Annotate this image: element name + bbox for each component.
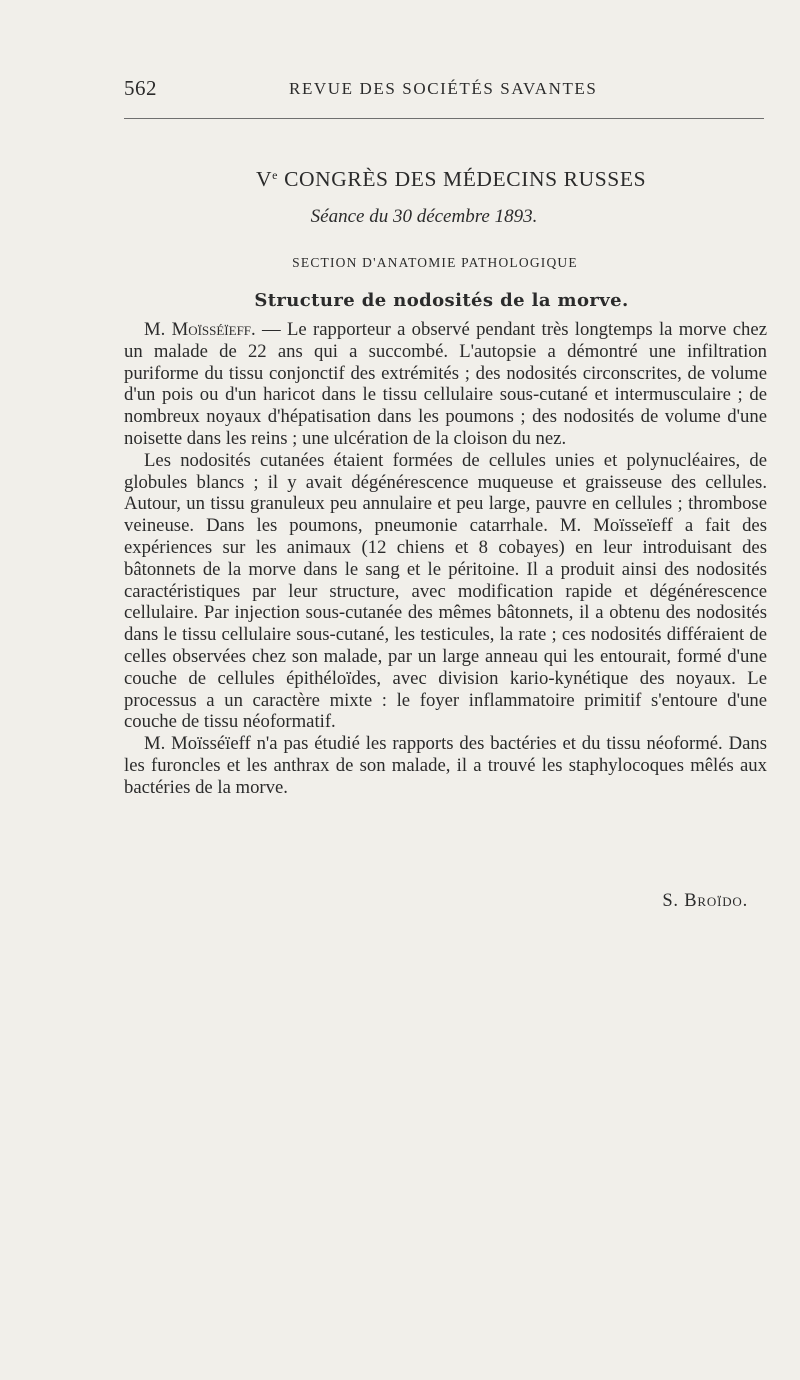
article-title: Structure de nodosités de la morve. [254,290,629,311]
congress-ordinal: V [256,167,273,191]
header-rule [124,118,764,119]
paragraph: Les nodosités cutanées étaient formées de cellules unies et polynucléaires, de globules blancs ; il y avait dégénérescence muqueuse et graisseuse des cellules. Autour, un tissu granuleux peu annulaire et peu large, pauvre en cellules ; thrombose veineuse. Dans les poumons, pneumonie catarrhale. M. Moïsseïeff a fait des expériences sur les animaux (12 chiens et 8 cobayes) en leur introduisant des bâtonnets de la morve dans le sang et le péritoine. Il a produit ainsi des nodosités caractéristiques par leur structure, avec modification rapide et dégénérescence cellulaire. Par injection sous-cutanée des mêmes bâtonnets, il a obtenu des nodosités dans le tissu cellulaire sous-cutané, les testicules, la rate ; ces nodosités différaient de celles observées chez son malade, par un large anneau qui les entourait, formé d'une couche de cellules épithéloïdes, avec division kario-kynétique des noyaux. Le processus a un caractère mixte : le foyer inflammatoire primitif s'entoure d'une couche de tissu néoformatif. [124,449,767,733]
congress-name: CONGRÈS DES MÉDECINS RUSSES [284,167,647,191]
session-date: Séance du 30 décembre 1893. [310,206,538,227]
article-body [124,319,767,799]
paragraph: M. Moïsséïeff n'a pas étudié les rapports des bactéries et du tissu néoformé. Dans les furoncles et les anthrax de son malade, il a trouvé les staphylocoques mêlés aux bactéries de la morve. [124,733,767,798]
congress-ordinal-suffix: e [272,168,279,182]
signature: S. Broïdo. [662,891,748,911]
congress-title [256,167,646,192]
author-name: M. Moïsséïeff. [144,319,256,340]
paragraph [124,319,767,450]
page-number: 562 [124,76,157,100]
section-heading: SECTION D'ANATOMIE PATHOLOGIQUE [292,255,578,270]
running-head [124,76,764,106]
paragraph-text: — Le rapporteur a observé pendant très longtemps la morve chez un malade de 22 ans qui a succombé. L'autopsie a démontré une infiltration puriforme du tissu conjonctif des extrémités ; des nodosités circonscrites, de volume d'un pois ou d'un haricot dans le tissu cellulaire sous-cutané et intermusculaire ; de nombreux noyaux d'hépatisation dans les poumons ; des nodosités de volume d'une noisette dans les reins ; une ulcération de la cloison du nez. [124,319,767,449]
journal-title: REVUE DES SOCIÉTÉS SAVANTES [289,79,598,98]
